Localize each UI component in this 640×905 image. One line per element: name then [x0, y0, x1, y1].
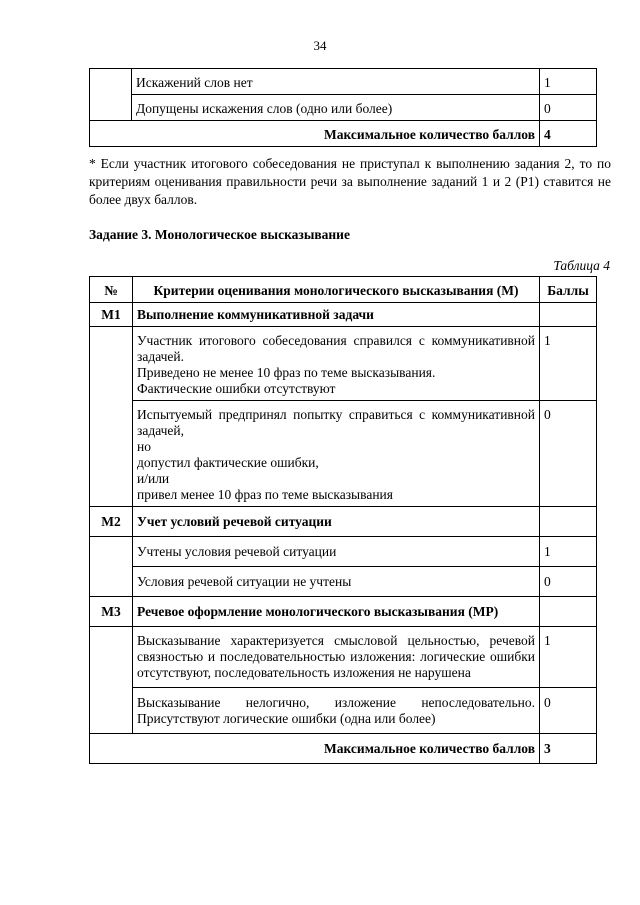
criterion-option: Искажений слов нет: [132, 69, 540, 95]
empty-score-cell: [540, 303, 597, 327]
criterion-code: М2: [90, 507, 133, 537]
table-row: [90, 567, 597, 597]
criterion-title: Выполнение коммуникативной задачи: [133, 303, 540, 327]
criterion-header-row: [90, 507, 597, 537]
criterion-code: М1: [90, 303, 133, 327]
total-label: Максимальное количество баллов: [90, 734, 540, 764]
table-row: [90, 537, 597, 567]
criterion-title: Речевое оформление монологического высказывания (МР): [133, 597, 540, 627]
empty-code-cell: [90, 327, 133, 507]
criterion-option: Высказывание нелогично, изложение непоследовательно. Присутствуют логические ошибки (одна или более): [133, 688, 540, 734]
empty-code-cell: [90, 69, 132, 121]
score-cell: 0: [540, 688, 597, 734]
criterion-option: Высказывание характеризуется смысловой цельностью, речевой связностью и последовательностью изложения: логические ошибки отсутствуют, последовательность изложения не нарушена: [133, 627, 540, 688]
empty-score-cell: [540, 597, 597, 627]
table-row: [90, 688, 597, 734]
empty-score-cell: [540, 507, 597, 537]
option-line: и/или: [137, 471, 170, 486]
option-line: допустил фактические ошибки,: [137, 455, 319, 470]
criterion-option: Учтены условия речевой ситуации: [133, 537, 540, 567]
option-line: привел менее 10 фраз по теме высказывания: [137, 487, 393, 502]
table-caption: Таблица 4: [553, 258, 610, 273]
option-line: Участник итогового собеседования справился с коммуникативной задачей.: [137, 333, 535, 364]
criterion-option: [133, 327, 540, 401]
table-row: [90, 401, 597, 507]
criterion-code: М3: [90, 597, 133, 627]
score-cell: 0: [540, 401, 597, 507]
criterion-header-row: [90, 597, 597, 627]
criterion-option: Условия речевой ситуации не учтены: [133, 567, 540, 597]
footnote: * Если участник итогового собеседования не приступал к выполнению задания 2, то по критериям оценивания правильности речи за выполнение заданий 1 и 2 (Р1) ставится не более двух баллов.: [89, 156, 611, 207]
empty-code-cell: [90, 627, 133, 734]
header-score: Баллы: [540, 277, 597, 303]
total-row: [90, 121, 597, 147]
score-cell: 1: [540, 537, 597, 567]
score-cell: 0: [540, 95, 597, 121]
total-label: Максимальное количество баллов: [90, 121, 540, 147]
total-value: 4: [540, 121, 597, 147]
option-line: но: [137, 439, 151, 454]
score-cell: 1: [540, 327, 597, 401]
table-row: [90, 627, 597, 688]
criterion-title: Учет условий речевой ситуации: [133, 507, 540, 537]
total-row: [90, 734, 597, 764]
top-criteria-table: [89, 68, 597, 147]
header-num: №: [90, 277, 133, 303]
monologue-criteria-table: [89, 276, 597, 764]
table-row: [90, 327, 597, 401]
option-line: Приведено не менее 10 фраз по теме высказывания.: [137, 365, 436, 380]
header-criteria: Критерии оценивания монологического высказывания (М): [133, 277, 540, 303]
score-cell: 0: [540, 567, 597, 597]
task-title: Задание 3. Монологическое высказывание: [89, 227, 350, 242]
option-line: Фактические ошибки отсутствуют: [137, 381, 336, 396]
table-row: [90, 69, 597, 95]
page-number: 34: [313, 38, 327, 53]
option-line: Испытуемый предпринял попытку справиться с коммуникативной задачей,: [137, 407, 535, 438]
empty-code-cell: [90, 537, 133, 597]
criterion-header-row: [90, 303, 597, 327]
total-value: 3: [540, 734, 597, 764]
score-cell: 1: [540, 69, 597, 95]
criterion-option: Допущены искажения слов (одно или более): [132, 95, 540, 121]
criterion-option: [133, 401, 540, 507]
table-row: [90, 95, 597, 121]
header-row: [90, 277, 597, 303]
score-cell: 1: [540, 627, 597, 688]
